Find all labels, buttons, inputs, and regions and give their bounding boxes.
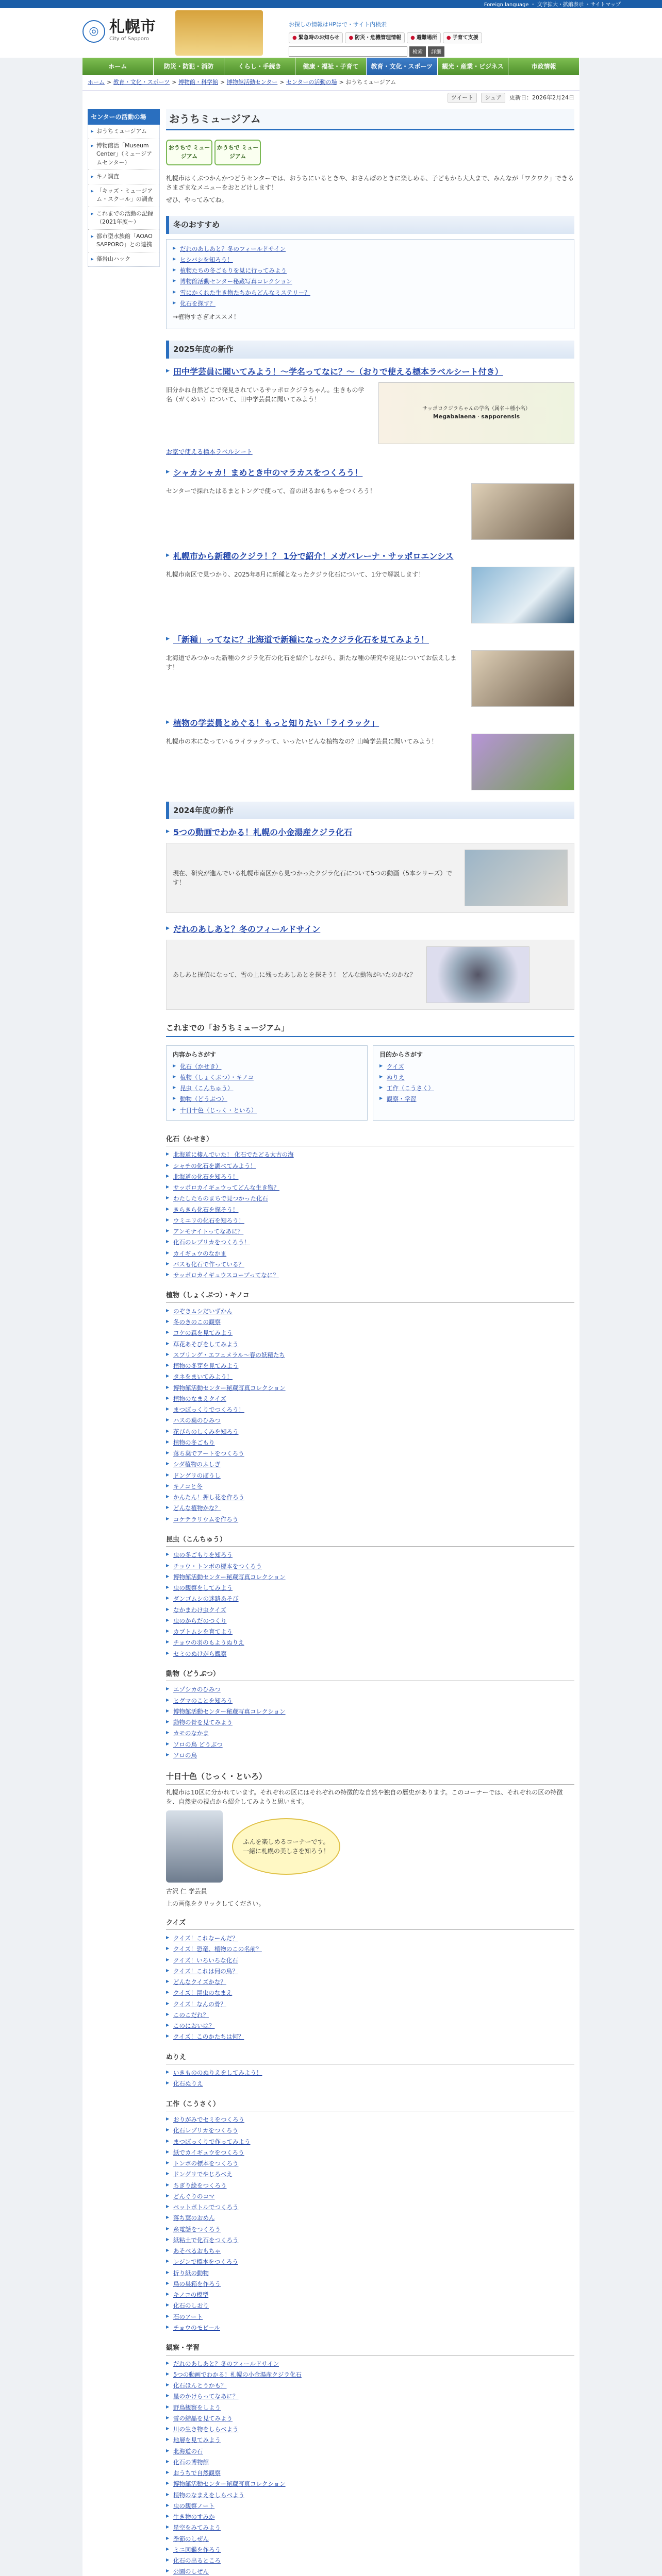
category-link[interactable]: ペットボトルでつくろう xyxy=(173,2204,239,2211)
new-species-video-thumbnail[interactable] xyxy=(471,650,574,707)
category-link[interactable]: 動物（どうぶつ） xyxy=(180,1095,227,1103)
category-link[interactable]: 化石ほんとうかも？ xyxy=(173,2382,227,2389)
feature-title[interactable]: ▶ 田中学芸員に聞いてみよう！〜学名ってなに？〜（おりで使える標本ラベルシート付き） xyxy=(166,366,574,378)
nav-business[interactable]: 観光・産業・ビジネス xyxy=(438,58,509,75)
category-heading: 工作（こうさく） xyxy=(166,2098,574,2112)
sidebar-item[interactable]: ▸ おうちミュージアム xyxy=(88,125,159,139)
juudo-heading: 十日十色（じっく・といろ） xyxy=(166,1769,574,1785)
alert-icon: ● xyxy=(446,35,451,41)
category-link[interactable]: ソロの鳥 どうぶつ xyxy=(173,1740,223,1748)
city-logo[interactable] xyxy=(82,20,156,43)
breadcrumb-item[interactable]: 博物館活動センター xyxy=(226,79,278,86)
link-list xyxy=(166,1306,574,1525)
breadcrumb-item[interactable]: 博物館・科学館 xyxy=(178,79,218,86)
breadcrumb-item[interactable]: ホーム xyxy=(88,79,105,86)
category-link[interactable]: 地層を見てみよう xyxy=(173,2436,221,2444)
category-link[interactable]: わたしたちのまちで見つかった化石 xyxy=(173,1195,268,1202)
search-boxes xyxy=(166,1041,574,1125)
curator-name: 古沢 仁 学芸員 xyxy=(166,1887,207,1895)
category-link[interactable]: 川の生き物をしらべよう xyxy=(173,2426,239,2433)
city-name-en: City of Sapporo xyxy=(109,36,149,42)
category-link[interactable]: ソロの鳥 xyxy=(173,1751,197,1759)
link-list xyxy=(166,1684,574,1761)
category-link[interactable]: 落ち葉のおめん xyxy=(173,2214,215,2222)
category-link[interactable]: 植物のなまえをしらべよう xyxy=(173,2491,244,2499)
category-link[interactable]: 化石レプリカをつくろう xyxy=(173,2127,238,2134)
alert-icon: ● xyxy=(410,35,415,41)
section-heading: 2024年度の新作 xyxy=(166,802,574,820)
sidebar-item[interactable]: ▸ 博物館活「Museum Center」（ミュージアムセンター） xyxy=(88,139,159,171)
purpose-search-box: 目的からさがす ▶ クイズ ▶ ぬりえ ▶ 工作（こうさく） ▶ 観察・学習 xyxy=(373,1045,574,1121)
nav-health[interactable]: 健康・福祉・子育て xyxy=(295,58,367,75)
breadcrumb-item[interactable]: 教育・文化・スポーツ xyxy=(113,79,170,86)
category-link[interactable]: 草花あそびをしてみよう xyxy=(173,1340,239,1348)
alert-icon: ● xyxy=(292,35,297,41)
speech-bubble: ふんを楽しめるコーナーです。一緒に札幌の美しさを知ろう！ xyxy=(232,1818,340,1875)
scientific-name-image: サッポロクジラちゃんの学名（属名＋種小名） Megabalaena · sapporensis xyxy=(378,382,574,444)
search-input[interactable] xyxy=(289,46,407,57)
category-link[interactable]: このこだれ？ xyxy=(173,2011,209,2019)
link-list xyxy=(166,1149,574,1281)
category-link[interactable]: 北海道の化石を知ろう！ xyxy=(173,1173,239,1180)
category-link[interactable]: チョウのモビール xyxy=(173,2324,220,2331)
category-link[interactable]: 化石ぬりえ xyxy=(173,2080,203,2088)
category-link[interactable]: クイズ！恐竜、植物のこの名前？ xyxy=(173,1945,262,1953)
feature-title[interactable]: ▶ 植物の学芸員とめぐる！もっと知りたい「ライラック」 xyxy=(166,717,574,730)
tool-row xyxy=(82,91,580,106)
category-link[interactable]: ウミユリの化石を知ろう！ xyxy=(173,1216,244,1224)
category-link[interactable]: 糸電話をつくろう xyxy=(173,2225,221,2233)
category-link[interactable]: ドングリでやじろべえ xyxy=(173,2171,233,2178)
category-link[interactable]: 石のアート xyxy=(173,2313,203,2320)
site-header xyxy=(0,8,662,58)
feature-text: センターで採れたはるまとトングで使って、音の出るおもちゃをつくろう！ xyxy=(166,487,376,495)
link-list xyxy=(166,1933,574,2043)
category-sections xyxy=(166,1133,574,1761)
category-link[interactable]: 植物（しょくぶつ）・キノコ xyxy=(180,1073,254,1081)
label-sheet-link[interactable]: お家で使える標本ラベルシート xyxy=(166,448,253,455)
category-link[interactable]: 野鳥観察をしよう xyxy=(173,2403,221,2411)
category-link[interactable]: 化石の出るところ xyxy=(173,2557,221,2564)
category-link[interactable]: 博物館活動センター秘蔵写真コレクション xyxy=(173,1707,286,1715)
category-link[interactable]: 虫の観察ノート xyxy=(173,2502,215,2510)
category-link[interactable]: カモのなかま xyxy=(173,1730,209,1737)
category-link[interactable]: 花びらのしくみを知ろう xyxy=(173,1428,239,1435)
category-link[interactable]: クイズ！昆虫のなまえ xyxy=(173,1989,233,1997)
category-link[interactable]: いきもののぬりえをしてみよう！ xyxy=(173,2069,262,2076)
category-link[interactable]: クイズ xyxy=(387,1062,404,1070)
category-link[interactable]: シャチの化石を調べてみよう！ xyxy=(173,1162,256,1170)
museum-logo xyxy=(166,140,261,165)
category-link[interactable]: 生き物のすみか xyxy=(173,2513,215,2520)
category-link[interactable]: ドングリのぼうし xyxy=(173,1471,221,1479)
feature-text: 札幌市の木になっているライラックって、いったいどんな植物なの？山崎学芸員に聞いてみよう！ xyxy=(166,737,438,745)
breadcrumb: ホーム > 教育・文化・スポーツ > 博物館・科学館 > 博物館活動センター > センターの活動の場 > おうちミュージアム xyxy=(82,75,580,91)
category-link[interactable]: コケの森を見てみよう xyxy=(173,1329,233,1337)
logo-label: おうちで ミュージアム xyxy=(166,140,212,165)
category-link[interactable]: かんたん！押し花を作ろう xyxy=(173,1494,244,1501)
section-heading: 冬のおすすめ xyxy=(166,216,574,234)
category-heading: クイズ xyxy=(166,1917,574,1930)
category-link[interactable]: 北海道に棲んでいた！ 化石でたどる太古の海 xyxy=(173,1151,294,1159)
category-link[interactable]: どんな植物かな？ xyxy=(173,1504,221,1512)
category-link[interactable]: セミのぬけがら観察 xyxy=(173,1650,227,1657)
header-tools xyxy=(289,21,583,57)
category-link[interactable]: 落ち葉でアートをつくろう xyxy=(173,1450,244,1457)
city-name: 札幌市 xyxy=(109,18,156,36)
global-nav xyxy=(82,58,580,75)
sidebar-item[interactable]: ▸ 「キッズ・ミュージアム・スクール」の調査 xyxy=(88,184,159,207)
nav-city[interactable]: 市政情報 xyxy=(508,58,580,75)
main-content xyxy=(166,109,574,2576)
category-link[interactable]: だれのあしあと？冬のフィールドサイン xyxy=(173,2360,279,2367)
category-link[interactable]: 観察・学習 xyxy=(387,1095,417,1103)
category-link[interactable]: まつぼっくりでつくろう！ xyxy=(173,1406,244,1413)
category-link[interactable]: きらきら化石を探そう！ xyxy=(173,1206,239,1213)
feature-title[interactable]: ▶ 札幌市から新種のクジラ！？ 1分で紹介！メガバレーナ・サッポロエンシス xyxy=(166,550,574,563)
maracas-photo[interactable] xyxy=(471,483,574,540)
category-link[interactable]: サッポロカイギュウスコープってなに？ xyxy=(173,1272,279,1279)
category-link[interactable]: 季節のしぜん xyxy=(173,2535,209,2543)
nav-safety[interactable]: 防災・防犯・消防 xyxy=(154,58,225,75)
winter-link[interactable]: 植物たちの冬ごもりを見に行ってみよう xyxy=(180,267,287,274)
curator-illustration xyxy=(166,1810,223,1883)
category-link[interactable]: エゾシカのひみつ xyxy=(173,1686,221,1693)
category-link[interactable]: ちぎり絵をつくろう xyxy=(173,2181,227,2189)
category-link[interactable]: シダ植物のふしぎ xyxy=(173,1461,221,1468)
logo-label: かうちで ミュージアム xyxy=(214,140,261,165)
footprint-photo[interactable] xyxy=(426,946,529,1003)
category-link[interactable]: まつぼっくりで作ってみよう xyxy=(173,2138,251,2145)
category-heading: ぬりえ xyxy=(166,2051,574,2065)
category-link[interactable]: 紙でカイギュウをつくろう xyxy=(173,2148,244,2156)
sidebar-list xyxy=(88,125,160,267)
category-link[interactable]: クイズ！これなーんだ？ xyxy=(173,1935,238,1942)
category-link[interactable]: 星空をみてみよう xyxy=(173,2524,221,2532)
category-link[interactable]: 植物の冬ごもり xyxy=(173,1438,215,1446)
category-link[interactable]: どんぐりのコマ xyxy=(173,2192,215,2200)
tweet-button[interactable]: ツイート xyxy=(448,93,477,104)
feature-text: 現在、研究が進んでいる札幌市南区から見つかったクジラ化石について5つの動画（5本シリーズ）です！ xyxy=(173,870,453,886)
category-link[interactable]: のぞきムシだいずかん xyxy=(173,1307,233,1315)
category-link[interactable]: 植物のなまえクイズ xyxy=(173,1395,226,1402)
link-list xyxy=(166,2114,574,2333)
category-link[interactable]: 北海道の石 xyxy=(173,2447,203,2455)
category-link[interactable]: このにおいは？ xyxy=(173,2022,215,2029)
feature-item xyxy=(166,717,574,790)
nav-home[interactable]: ホーム xyxy=(82,58,154,75)
category-link[interactable]: 化石のしおり xyxy=(173,2302,209,2310)
feature-text: あしあと探偵になって、雪の上に残ったあしあとを探そう！ どんな動物がいたのかな？ xyxy=(173,971,416,978)
category-link[interactable]: ぬりえ xyxy=(387,1073,405,1081)
sidebar-heading: センターの活動の場 xyxy=(88,109,160,125)
sidebar-item[interactable]: ▸ キノ調査 xyxy=(88,170,159,184)
feature-item xyxy=(166,467,574,540)
nav-education[interactable]: 教育・文化・スポーツ xyxy=(367,58,438,75)
category-link[interactable]: カイギュウのなかま xyxy=(173,1249,227,1257)
category-link[interactable]: どんなクイズかな？ xyxy=(173,1978,226,1986)
sidebar-item[interactable]: ▸ 都市型水族館「AOAO SAPPORO」との連携 xyxy=(88,230,159,252)
whale-video-thumbnail[interactable] xyxy=(471,567,574,623)
winter-link[interactable]: ヒシバシを知ろう！ xyxy=(180,256,233,263)
category-link[interactable]: 博物館活動センター秘蔵写真コレクション xyxy=(173,1573,286,1581)
category-link[interactable]: 紙粘土で化石をつくろう xyxy=(173,2236,239,2244)
category-link[interactable]: コケテラリウムを作ろう xyxy=(173,1515,239,1523)
category-heading: 植物（しょくぶつ）・キノコ xyxy=(166,1289,574,1303)
header-notice: お探しの情報はHPはで・サイト内検索 xyxy=(289,21,387,28)
winter-link[interactable]: 雪にかくれた生き物たちからどんなミステリー？ xyxy=(180,289,310,296)
category-link[interactable]: 化石の博物館 xyxy=(173,2458,209,2466)
link-list xyxy=(166,1550,574,1659)
sidebar-item[interactable]: ▸ これまでの活動の記録（2021年度～） xyxy=(88,207,159,230)
category-link[interactable]: 動物の骨を見てみよう xyxy=(173,1719,233,1726)
category-link[interactable]: チョウの羽のもようぬりえ xyxy=(173,1639,244,1647)
sidebar-item[interactable]: ▸ 藻岩山ハック xyxy=(88,252,159,267)
detail-search-button[interactable]: 詳細 xyxy=(428,46,444,57)
category-link[interactable]: サッポロカイギュウってどんな生き物？ xyxy=(173,1184,279,1191)
updated-date: 更新日：2026年2月24日 xyxy=(509,94,574,101)
feature-title[interactable]: ▶ 5つの動画でわかる！札幌の小金湯産クジラ化石 xyxy=(166,826,574,839)
category-link[interactable]: 昆虫（こんちゅう） xyxy=(180,1084,234,1092)
feature-item xyxy=(166,550,574,623)
search-button[interactable]: 検索 xyxy=(409,46,426,57)
lilac-photo[interactable] xyxy=(471,734,574,790)
content-search-box: 内容からさがす ▶ 化石（かせき） ▶ 植物（しょくぶつ）・キノコ ▶ 昆虫（こんちゅう） ▶ 動物（どうぶつ） ▶ 十日十色（じっく・といろ） xyxy=(166,1045,368,1121)
category-link[interactable]: チョウ・トンボの標本をつくろう xyxy=(173,1562,262,1570)
winter-link[interactable]: 博物館活動センター秘蔵写真コレクション xyxy=(180,278,292,285)
category-link[interactable]: おうちで自然観察 xyxy=(173,2469,221,2477)
category-link[interactable]: 折り紙の動物 xyxy=(173,2269,209,2277)
utility-bar: Foreign language ・ 文字拡大・拡縮表示 ・サイトマップ xyxy=(0,0,662,8)
quick-links xyxy=(289,32,583,43)
category-link[interactable]: ミニ図鑑を作ろう xyxy=(173,2546,221,2553)
category-link[interactable]: 工作（こうさく） xyxy=(387,1084,434,1092)
intro-text: 札幌市はくぶつかんかつどうセンターでは、おうちにいるときや、おさんぽのときに楽しめる、子どもから大人まで、みんなが「ワクワク」できるさまざまなメニューをおとどけします！ xyxy=(166,175,574,191)
quick-link[interactable]: ● 防災・危機管理情報 xyxy=(345,32,405,43)
category-link[interactable]: 雪の結晶を見てみよう xyxy=(173,2414,233,2422)
category-link[interactable]: 冬のきのこの観察 xyxy=(173,1318,221,1326)
category-link[interactable]: 虫の観察をしてみよう xyxy=(173,1584,233,1591)
category-link[interactable]: 星のかけらってなあに？ xyxy=(173,2393,239,2400)
juudo-note: 上の画像をクリックしてください。 xyxy=(166,1900,265,1907)
quick-link[interactable]: ● 緊急時のお知らせ xyxy=(289,32,343,43)
category-link[interactable]: 鳥の巣箱を作ろう xyxy=(173,2280,221,2287)
feature-title[interactable]: ▶ シャカシャカ！まめとき中のマラカスをつくろう！ xyxy=(166,467,574,479)
feature-item xyxy=(166,923,574,1010)
nav-life[interactable]: くらし・手続き xyxy=(224,58,295,75)
category-link[interactable]: キノコの模型 xyxy=(173,2291,209,2298)
purpose-sections xyxy=(166,1917,574,2576)
winter-link[interactable]: だれのあしあと？冬のフィールドサイン xyxy=(180,245,286,252)
city-emblem-icon: ◎ xyxy=(82,20,105,43)
category-link[interactable]: 化石（かせき） xyxy=(180,1062,222,1070)
category-link[interactable]: 植物の冬芽を見てみよう xyxy=(173,1362,239,1369)
breadcrumb-item[interactable]: センターの活動の場 xyxy=(286,79,337,86)
category-link[interactable]: 公園のしぜん xyxy=(173,2568,209,2575)
intro-text: ぜひ、やってみてね。 xyxy=(166,196,228,204)
category-link[interactable]: おりがみでセミをつくろう xyxy=(173,2116,244,2123)
alert-icon: ● xyxy=(349,35,354,41)
clock-tower-image xyxy=(175,10,263,56)
site-search xyxy=(289,46,583,57)
juudo-text: 札幌市は10区に分かれています。それぞれの区にはそれぞれの特徴的な自然や独自の歴史があります。このコーナーでは、それぞれの区の特徴を、自然史の視点から紹介してみようと思います。 xyxy=(166,1788,563,1805)
category-link[interactable]: バスも化石で作っている？ xyxy=(173,1260,244,1268)
category-link[interactable]: スプリング・エフェメラル〜春の妖精たち xyxy=(173,1351,285,1359)
feature-text: 北海道でみつかった新種のクジラ化石の化石を紹介しながら、新たな種の研究や発見についてお伝えします！ xyxy=(166,654,457,671)
section-heading: 2025年度の新作 xyxy=(166,341,574,359)
feature-title[interactable]: ▶ だれのあしあと？冬のフィールドサイン xyxy=(166,923,574,936)
quick-link[interactable]: ● 子育て支援 xyxy=(443,32,482,43)
category-link[interactable]: クイズ！いろいろな化石 xyxy=(173,1956,238,1964)
category-link[interactable]: 5つの動画でわかる！札幌の小金湯産クジラ化石 xyxy=(173,2370,302,2378)
category-link[interactable]: クイズ！これは何の鳥？ xyxy=(173,1967,238,1975)
category-link[interactable]: 虫の冬ごもりを知ろう xyxy=(173,1551,233,1559)
breadcrumb-current: おうちミュージアム xyxy=(345,79,396,86)
feature-item xyxy=(166,634,574,707)
feature-item xyxy=(166,826,574,913)
category-link[interactable]: 博物館活動センター秘蔵写真コレクション xyxy=(173,1384,286,1392)
category-link[interactable]: カブトムシを育てよう xyxy=(173,1628,233,1635)
category-link[interactable]: トンボの標本をつくろう xyxy=(173,2160,239,2167)
feature-text: 札幌市南区で見つかり、2025年8月に新種となったクジラ化石について、1分で解説します！ xyxy=(166,570,425,578)
feature-item xyxy=(166,366,574,456)
category-link[interactable]: キノコと冬 xyxy=(173,1482,203,1490)
category-link[interactable]: ダンゴムシの迷路あそび xyxy=(173,1595,239,1603)
winter-link[interactable]: 化石を探す？ xyxy=(180,299,216,307)
juudo-banner[interactable] xyxy=(166,1810,574,1883)
category-link[interactable]: なかまわけ虫クイズ xyxy=(173,1606,226,1614)
category-link[interactable]: クイズ！なんの骨？ xyxy=(173,2000,226,2008)
winter-note: →植物すさぎオススメ！ xyxy=(173,313,240,320)
quick-link[interactable]: ● 避難場所 xyxy=(407,32,441,43)
section-heading: これまでの「おうちミュージアム」 xyxy=(166,1020,574,1037)
link-list xyxy=(166,2359,574,2576)
category-link[interactable]: レジンで標本をつくろう xyxy=(173,2258,238,2266)
facebook-share-button[interactable]: シェア xyxy=(481,93,505,104)
category-heading: 動物（どうぶつ） xyxy=(166,1668,574,1682)
link-list xyxy=(173,244,568,310)
category-link[interactable]: あそべるおもちゃ xyxy=(173,2247,221,2255)
category-link[interactable]: タネをまいてみよう！ xyxy=(173,1373,233,1381)
winter-box xyxy=(166,239,574,330)
feature-text: 旧分かね自然どこで発見されているサッポロクジラちゃん。生きもの学名（ガくめい）について、田中学芸員に聞いてみよう！ xyxy=(166,386,365,403)
category-heading: 化石（かせき） xyxy=(166,1133,574,1147)
category-link[interactable]: 博物館活動センター秘蔵写真コレクション xyxy=(173,2480,286,2488)
category-heading: 昆虫（こんちゅう） xyxy=(166,1533,574,1547)
feature-title[interactable]: ▶ 「新種」ってなに？北海道で新種になったクジラ化石を見てみよう！ xyxy=(166,634,574,646)
category-link[interactable]: ヒグマのことを知ろう xyxy=(173,1697,233,1704)
category-link[interactable]: アンモナイトってなあに？ xyxy=(173,1228,244,1235)
category-link[interactable]: ハスの葉のひみつ xyxy=(173,1417,221,1425)
link-list xyxy=(166,2067,574,2090)
page-title: おうちミュージアム xyxy=(166,109,574,130)
fossil-video-thumbnail[interactable] xyxy=(465,850,568,906)
sidebar xyxy=(88,109,160,2576)
category-link[interactable]: 化石のレプリカをつくろう！ xyxy=(173,1239,250,1246)
category-link[interactable]: 虫のからだのつくり xyxy=(173,1617,227,1624)
category-link[interactable]: クイズ！このかたちは何？ xyxy=(173,2033,244,2041)
content-wrapper xyxy=(82,105,580,2576)
category-heading: 観察・学習 xyxy=(166,2342,574,2355)
category-link[interactable]: 十日十色（じっく・といろ） xyxy=(180,1106,257,1114)
